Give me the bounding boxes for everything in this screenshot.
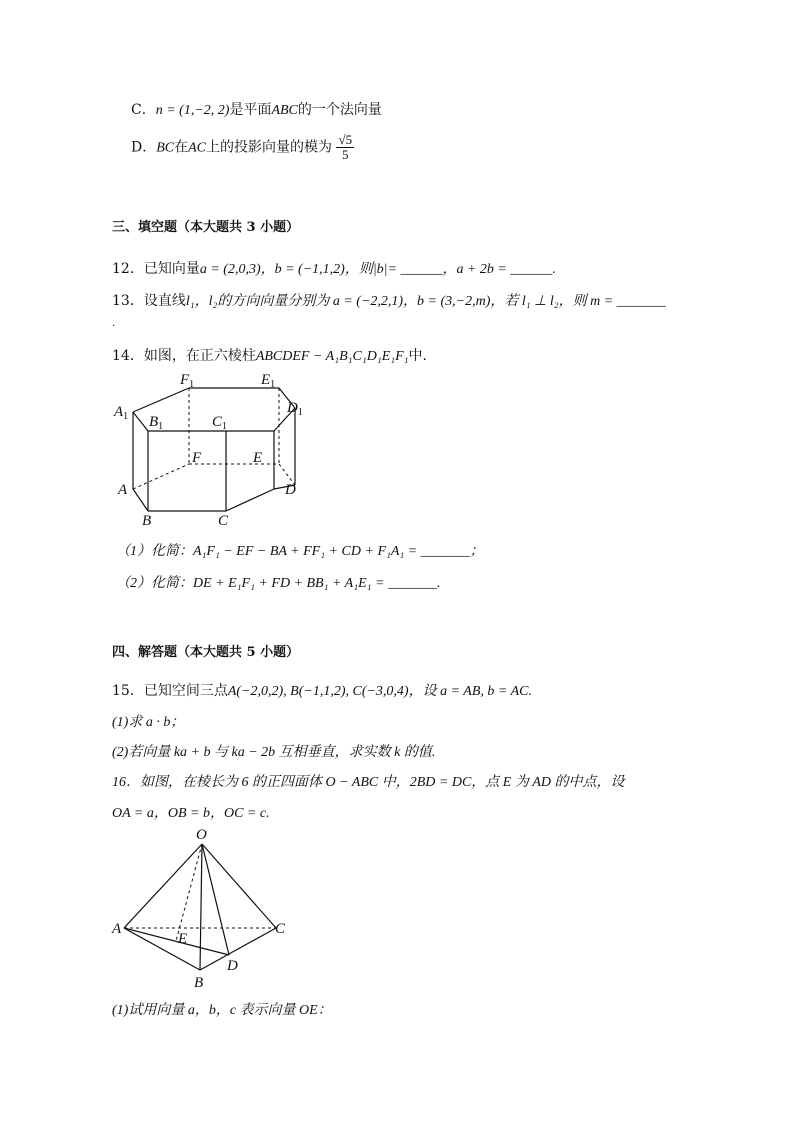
question-12: 12．已知向量a = (2,0,3)，b = (−1,1,2)，则|b|= ______，a + 2b = ______. xyxy=(112,261,556,277)
question-13: 13．设直线l₁，l₂的方向向量分别为 a = (−2,2,1)，b = (3,−2,m)，若 l₁ ⊥ l₂，则 m = _______ xyxy=(112,293,666,309)
label-A: A xyxy=(118,482,128,498)
label-F1: $F_1$ xyxy=(180,372,195,390)
question-15: 15．已知空间三点A(−2,0,2), B(−1,1,2), C(−3,0,4)，设 a = AB, b = AC. xyxy=(112,683,532,699)
question-15-part-2: (2)若向量 ka + b 与 ka − 2b 互相垂直，求实数 k 的值. xyxy=(112,745,436,760)
question-14: 14．如图，在正六棱柱ABCDEF − A₁B₁C₁D₁E₁F₁中. xyxy=(112,348,427,364)
label-D1: $D_1$ xyxy=(287,400,303,418)
label-D: D xyxy=(285,482,296,498)
label-A1: $A_1$ xyxy=(114,404,129,422)
option-c: C．n = (1,−2, 2)是平面ABC的一个法向量 xyxy=(131,102,382,118)
question-14-part-1: （1）化简：A₁F₁ − EF − BA + FF₁ + CD + F₁A₁ = _______； xyxy=(116,544,484,559)
label-C: C xyxy=(218,513,229,528)
label-D: D xyxy=(227,958,238,974)
section-heading-solve: 四、解答题（本大题共 5 小题） xyxy=(112,645,300,660)
label-F: F xyxy=(192,450,202,466)
label-B: B xyxy=(142,513,152,528)
tetrahedron-figure xyxy=(108,822,298,992)
question-16-vectors: OA = a，OB = b，OC = c. xyxy=(112,806,270,821)
fraction: $\frac{√5}{5}$ xyxy=(338,132,353,162)
label-E: E xyxy=(253,450,263,466)
question-16-part-1: (1)试用向量 a，b，c 表示向量 OE： xyxy=(112,1003,332,1018)
section-heading-fill-in: 三、填空题（本大题共 3 小题） xyxy=(112,220,300,235)
label-B1: $B_1$ xyxy=(149,414,164,432)
question-16: 16．如图，在棱长为 6 的正四面体 O − ABC 中，2BD = DC，点 E 为 AD 的中点，设 xyxy=(112,775,625,790)
label-B: B xyxy=(194,975,204,991)
hexagonal-prism-figure xyxy=(110,368,310,528)
question-15-part-1: (1)求 a · b； xyxy=(112,715,185,730)
label-C: C xyxy=(275,921,286,937)
label-O: O xyxy=(196,827,207,843)
option-d: D．BC在AC上的投影向量的模为 $\frac{√5}{5}$ xyxy=(131,132,353,162)
question-13-dot: . xyxy=(112,318,116,329)
label-E1: $E_1$ xyxy=(261,372,276,390)
label-E: E xyxy=(178,931,188,947)
question-14-part-2: （2）化简：DE + E₁F₁ + FD + BB₁ + A₁E₁ = _______. xyxy=(116,576,441,591)
label-A: A xyxy=(112,921,122,937)
label-C1: $C_1$ xyxy=(212,414,228,432)
